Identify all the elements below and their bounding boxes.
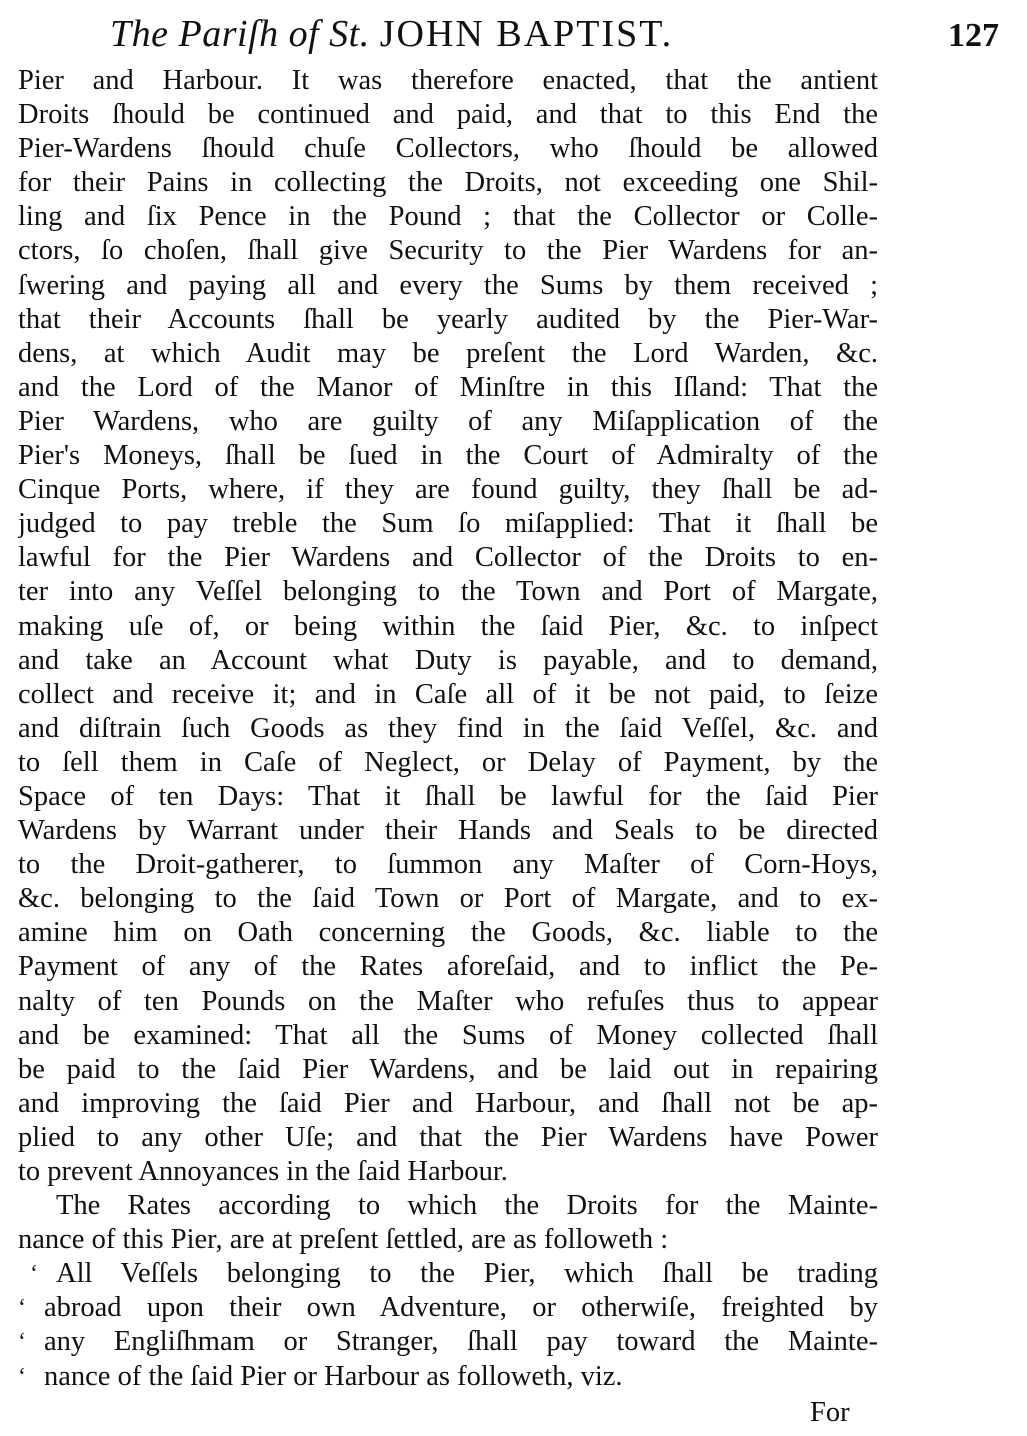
text-line: and take an Account what Duty is payable, and to demand, (18, 644, 878, 676)
paragraph-first-line: The Rates according to which the Droits for the Mainte- (56, 1190, 878, 1222)
quote-mark: ‘ (18, 1295, 26, 1322)
text-line: be paid to the ſaid Pier Wardens, and be laid out in repairing (18, 1053, 878, 1085)
quote-mark: ‘ (18, 1363, 26, 1390)
text-line: to ſell them in Caſe of Neglect, or Delay of Payment, by the (18, 746, 878, 778)
text-line: ter into any Veſſel belonging to the Town and Port of Margate, (18, 576, 878, 608)
text-line: ctors, ſo choſen, ſhall give Security to the Pier Wardens for an- (18, 235, 878, 267)
text-line: Pier's Moneys, ſhall be ſued in the Court of Admiralty of the (18, 440, 878, 472)
text-line: Droits ſhould be continued and paid, and that to this End the (18, 99, 878, 131)
quote-mark: ‘ (30, 1261, 38, 1288)
quote-mark: ‘ (18, 1329, 26, 1356)
quoted-line (18, 1257, 878, 1291)
text-line: amine him on Oath concerning the Goods, &c. liable to the (18, 917, 878, 949)
quoted-line (18, 1360, 878, 1394)
quoted-text: any Engliſhmam or Stranger, ſhall pay toward the Mainte- (44, 1326, 878, 1358)
text-line: and improving the ſaid Pier and Harbour, and ſhall not be ap- (18, 1087, 878, 1119)
text-line: Payment of any of the Rates aforeſaid, and to inflict the Pe- (18, 951, 878, 983)
body-text (18, 64, 878, 1394)
text-line: lawful for the Pier Wardens and Collector of the Droits to en- (18, 542, 878, 574)
text-line: Space of ten Days: That it ſhall be lawful for the ſaid Pier (18, 780, 878, 812)
text-line: that their Accounts ſhall be yearly audited by the Pier-War- (18, 303, 878, 335)
text-line: to the Droit-gatherer, to ſummon any Maſter of Corn-Hoys, (18, 849, 878, 881)
text-line: nalty of ten Pounds on the Maſter who refuſes thus to appear (18, 985, 878, 1017)
catchword: For (810, 1397, 850, 1428)
text-line: and be examined: That all the Sums of Money collected ſhall (18, 1019, 878, 1051)
quoted-line (18, 1291, 878, 1325)
text-line: Cinque Ports, where, if they are found guilty, they ſhall be ad- (18, 474, 878, 506)
text-line: ling and ſix Pence in the Pound ; that the Collector or Colle- (18, 201, 878, 233)
text-line: Pier-Wardens ſhould chuſe Collectors, who ſhould be allowed (18, 133, 878, 165)
running-head (110, 10, 800, 60)
quoted-line (18, 1325, 878, 1359)
running-head-saint: JOHN BAPTIST. (379, 13, 674, 55)
text-line: dens, at which Audit may be preſent the Lord Warden, &c. (18, 337, 878, 369)
text-line: and the Lord of the Manor of Minſtre in this Iſland: That the (18, 371, 878, 403)
text-line: ſwering and paying all and every the Sums by them received ; (18, 269, 878, 301)
text-line: nance of this Pier, are at preſent ſettled, are as followeth : (18, 1224, 669, 1256)
text-line: and diſtrain ſuch Goods as they find in the ſaid Veſſel, &c. and (18, 712, 878, 744)
text-line: to prevent Annoyances in the ſaid Harbour. (18, 1156, 508, 1187)
quoted-text: nance of the ſaid Pier or Harbour as followeth, viz. (44, 1360, 623, 1392)
page-number: 127 (948, 17, 999, 54)
text-line: Wardens by Warrant under their Hands and Seals to be directed (18, 815, 878, 847)
text-line: collect and receive it; and in Caſe all of it be not paid, to ſeize (18, 678, 878, 710)
text-line: &c. belonging to the ſaid Town or Port of Margate, and to ex- (18, 883, 878, 915)
text-line: for their Pains in collecting the Droits, not exceeding one Shil- (18, 167, 878, 199)
quoted-text: All Veſſels belonging to the Pier, which ſhall be trading (56, 1258, 878, 1290)
text-line: Pier and Harbour. It was therefore enacted, that the antient (18, 65, 878, 96)
text-line: making uſe of, or being within the ſaid Pier, &c. to inſpect (18, 610, 878, 642)
quoted-text: abroad upon their own Adventure, or otherwiſe, freighted by (44, 1292, 878, 1324)
text-line: plied to any other Uſe; and that the Pier Wardens have Power (18, 1121, 878, 1153)
text-line: judged to pay treble the Sum ſo miſapplied: That it ſhall be (18, 508, 878, 540)
text-line: Pier Wardens, who are guilty of any Miſapplication of the (18, 405, 878, 437)
running-head-parish: The Pariſh of St. (110, 13, 370, 55)
